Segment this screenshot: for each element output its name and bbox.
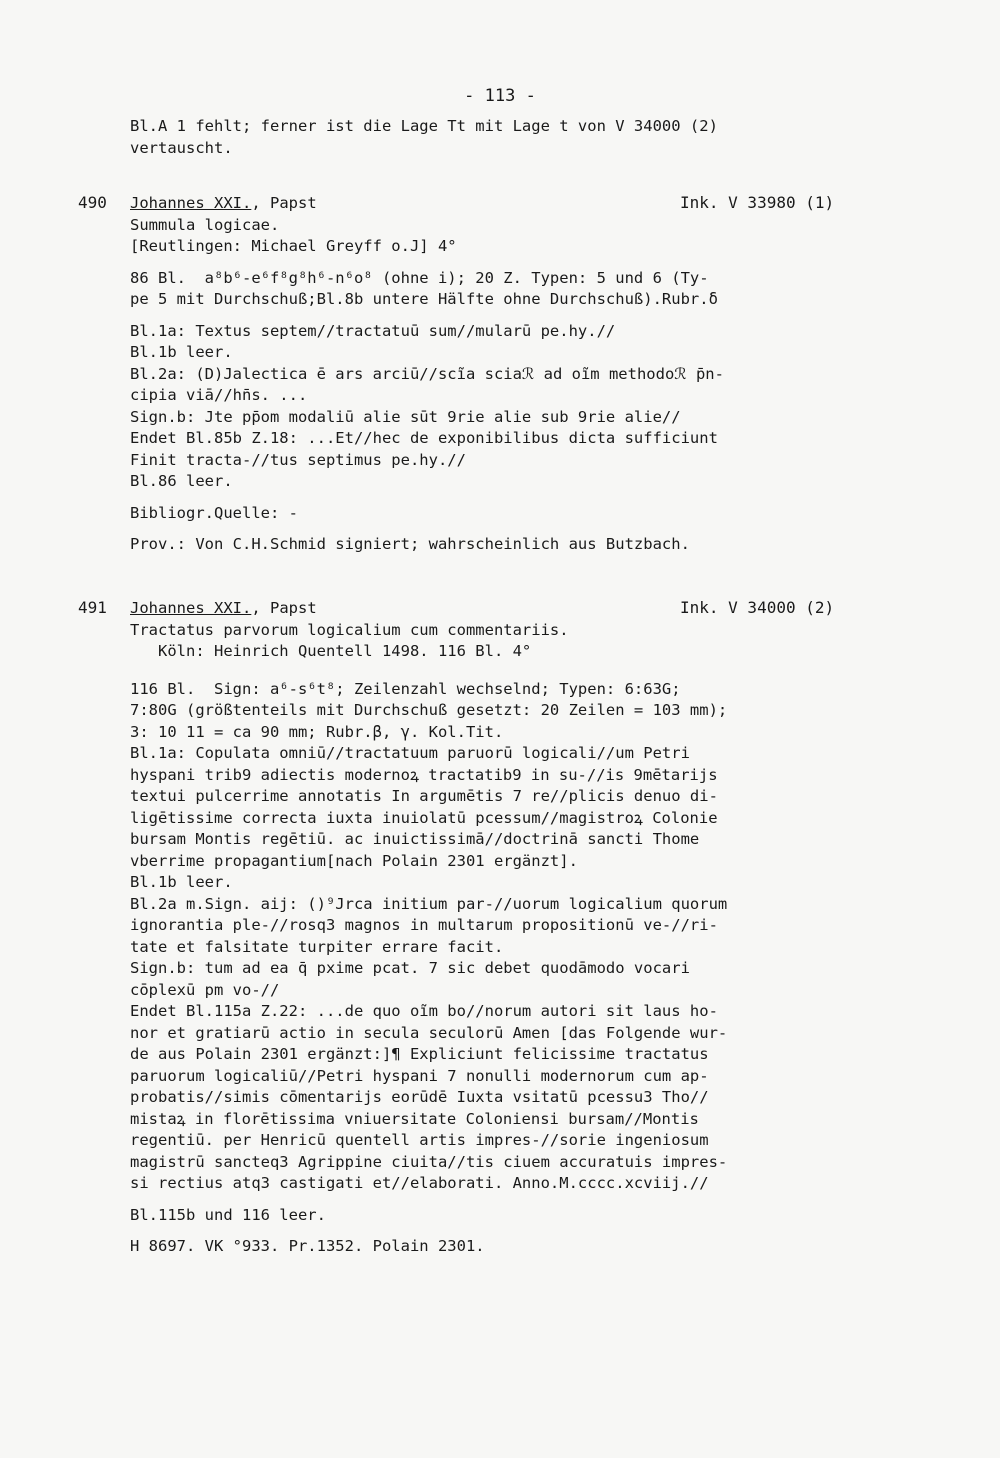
entry-number: 490 bbox=[78, 193, 107, 212]
text-line: cipia viā//hn̄s. ... bbox=[130, 386, 308, 404]
text-line: Bl.115b und 116 leer. bbox=[130, 1205, 326, 1224]
text-line: Finit tracta-//tus septimus pe.hy.// bbox=[130, 450, 466, 469]
entry-490 bbox=[130, 193, 890, 556]
text-line: pe 5 mit Durchschuß;Bl.8b untere Hälfte ohne Durchschuß).Rubr.δ bbox=[130, 290, 718, 308]
text-line: nor et gratiarū actio in secula seculorū Amen [das Folgende wur- bbox=[130, 1023, 728, 1042]
text-line: Bl.86 leer. bbox=[130, 472, 233, 490]
author-suffix: , Papst bbox=[251, 599, 317, 617]
text-line: Endet Bl.115a Z.22: ...de quo oĩm bo//norum autori sit laus ho- bbox=[130, 1002, 718, 1020]
author-name: Johannes XXI. bbox=[130, 599, 252, 617]
text-line: Bl.2a m.Sign. aij: ()⁹Jrca initium par-//uorum logicalium quorum bbox=[130, 894, 728, 913]
text-line: Bl.1b leer. bbox=[130, 873, 233, 891]
ink-reference: Ink. V 33980 (1) bbox=[680, 193, 835, 212]
text-line: tate et falsitate turpiter errare facit. bbox=[130, 937, 504, 956]
text-line: textui pulcerrime annotatis In argumētis 7 re//plicis denuo di- bbox=[130, 787, 718, 805]
text-line: Summula logicae. bbox=[130, 215, 280, 234]
text-line: Köln: Heinrich Quentell 1498. 116 Bl. 4° bbox=[130, 642, 532, 660]
entry-heading bbox=[130, 193, 890, 215]
author-suffix: , Papst bbox=[251, 194, 317, 212]
text-line: vberrime propagantium[nach Polain 2301 ergänzt]. bbox=[130, 851, 578, 870]
text-line: vertauscht. bbox=[130, 138, 233, 157]
spacer bbox=[130, 1226, 890, 1236]
provenance-line: Prov.: Von C.H.Schmid signiert; wahrscheinlich aus Butzbach. bbox=[130, 535, 690, 553]
entry-number: 491 bbox=[78, 598, 107, 617]
top-note bbox=[130, 116, 890, 159]
spacer bbox=[130, 663, 890, 679]
entry-491 bbox=[130, 598, 890, 1258]
text-line: 7:80G (größtenteils mit Durchschuß gesetzt: 20 Zeilen = 103 mm); bbox=[130, 701, 728, 719]
text-line: 116 Bl. Sign: a⁶-s⁶t⁸; Zeilenzahl wechselnd; Typen: 6:63G; bbox=[130, 679, 681, 698]
text-line: Bl.1a: Textus septem//tractatuū sum//mularū pe.hy.// bbox=[130, 321, 616, 340]
text-line: de aus Polain 2301 ergänzt:]¶ Expliciunt felicissime tractatus bbox=[130, 1045, 709, 1063]
text-line: Bl.A 1 fehlt; ferner ist die Lage Tt mit Lage t von V 34000 (2) bbox=[130, 117, 718, 135]
text-line: Sign.b: Jte pp̄om modaliū alie sūt 9rie alie sub 9rie alie// bbox=[130, 407, 681, 426]
text-line: Endet Bl.85b Z.18: ...Et//hec de exponibilibus dicta sufficiunt bbox=[130, 429, 718, 447]
entry-heading bbox=[130, 598, 890, 620]
text-line: bursam Montis regētiū. ac inuictissimā//doctrinā sancti Thome bbox=[130, 830, 700, 848]
text-line: Bl.1a: Copulata omniū//tractatuum paruorū logicali//um Petri bbox=[130, 744, 690, 762]
text-line: cōplexū pm vo-// bbox=[130, 980, 280, 999]
text-line: Bl.1b leer. bbox=[130, 343, 233, 361]
spacer bbox=[130, 1195, 890, 1205]
text-line: probatis//simis cōmentarijs eorūdē Iuxta vsitatū pcessu3 Tho// bbox=[130, 1088, 709, 1106]
author-name: Johannes XXI. bbox=[130, 194, 252, 212]
text-line: ignorantia ple-//rosq3 magnos in multarum propositionū ve-//ri- bbox=[130, 916, 718, 934]
text-line: Sign.b: tum ad ea q̄ pxime pcat. 7 sic debet quodāmodo vocari bbox=[130, 959, 690, 977]
spacer bbox=[130, 258, 890, 268]
text-line: magistrū sancteq3 Agrippine ciuita//tis ciuem accuratuis impres- bbox=[130, 1152, 728, 1171]
text-line: Tractatus parvorum logicalium cum commentariis. bbox=[130, 620, 569, 639]
text-line: 3: 10 11 = ca 90 mm; Rubr.β, γ. Kol.Tit. bbox=[130, 722, 504, 741]
text-line: regentiū. per Henricū quentell artis impres-//sorie ingeniosum bbox=[130, 1131, 709, 1149]
spacer bbox=[130, 311, 890, 321]
page-number: - 113 - bbox=[464, 86, 536, 106]
text-line: hyspani trib9 adiectis modernoꝝ tractatib9 in su-//is 9mētarijs bbox=[130, 765, 718, 784]
spacer bbox=[130, 524, 890, 534]
reference-line: H 8697. VK °933. Pr.1352. Polain 2301. bbox=[130, 1237, 485, 1255]
text-line: ligētissime correcta iuxta inuiolatū pcessum//magistroꝝ Colonie bbox=[130, 808, 718, 827]
bibliography-line: Bibliogr.Quelle: - bbox=[130, 503, 298, 522]
text-line: Bl.2a: (D)Jalectica ē ars arciū//scĩa sciaℛ ad oĩm methodoℛ p̄n- bbox=[130, 364, 724, 383]
text-line: paruorum logicaliū//Petri hyspani 7 nonulli modernorum cum ap- bbox=[130, 1066, 709, 1085]
text-line: mistaꝝ in florētissima vniuersitate Coloniensi bursam//Montis bbox=[130, 1109, 699, 1128]
text-line: si rectius atq3 castigati et//elaborati. Anno.M.cccc.xcviij.// bbox=[130, 1174, 709, 1192]
text-line: [Reutlingen: Michael Greyff o.J] 4° bbox=[130, 237, 457, 255]
spacer bbox=[130, 493, 890, 503]
ink-reference: Ink. V 34000 (2) bbox=[680, 598, 835, 617]
text-line: 86 Bl. a⁸b⁶-e⁶f⁸g⁸h⁶-n⁶o⁸ (ohne i); 20 Z. Typen: 5 und 6 (Ty- bbox=[130, 268, 709, 287]
